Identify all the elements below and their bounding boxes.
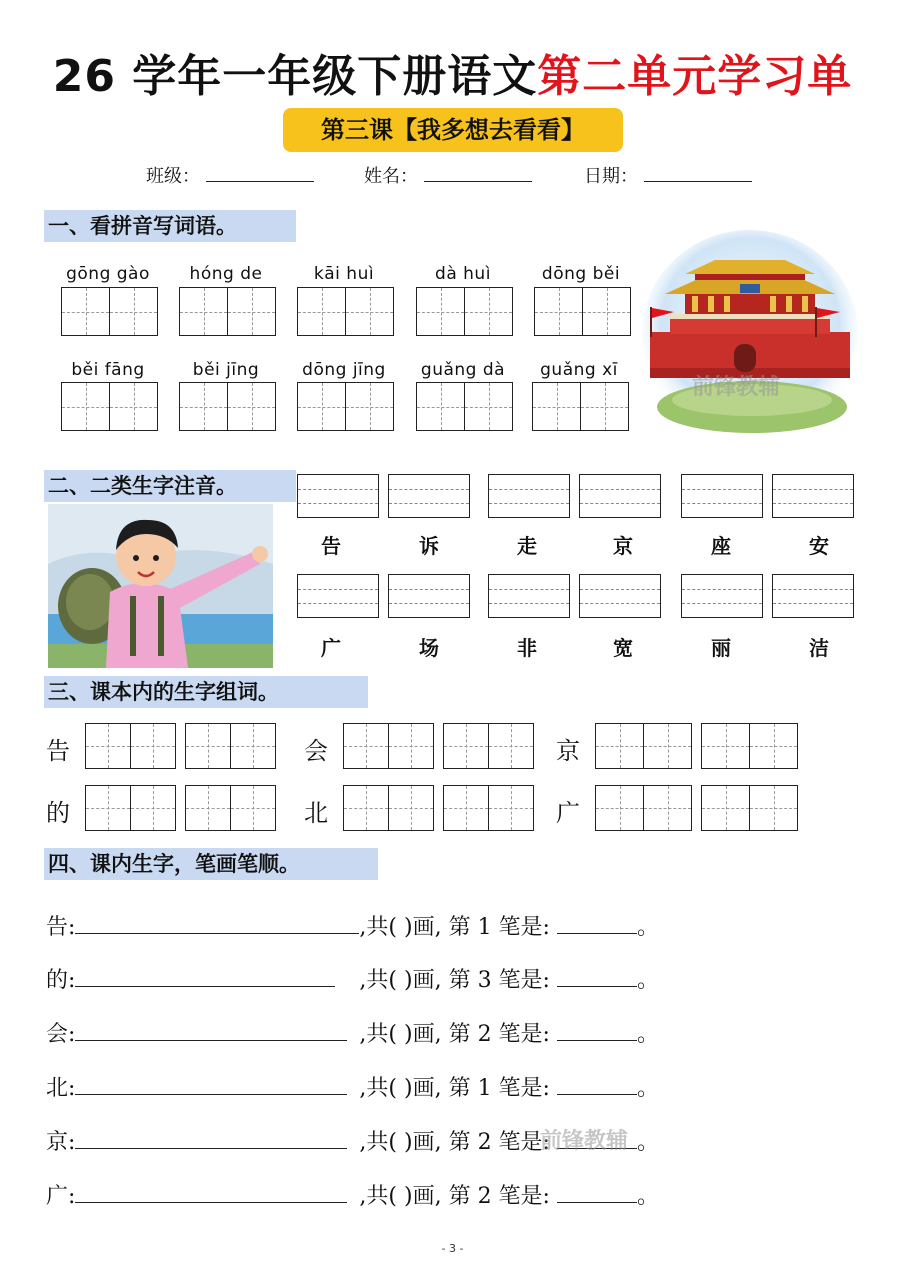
- character-label: 丽: [711, 636, 731, 660]
- tianzige-box[interactable]: [595, 723, 692, 769]
- pinyin-label: guǎng dà: [420, 360, 506, 380]
- stroke-order-blank[interactable]: [75, 1182, 347, 1203]
- stroke-count-text: ,共( )画,: [359, 1076, 442, 1101]
- class-field[interactable]: [146, 162, 314, 188]
- tianzige-box[interactable]: [297, 382, 394, 431]
- date-label: 日期：: [584, 166, 638, 187]
- pinyin-label: dà huì: [435, 264, 491, 284]
- stroke-char: 告:: [46, 915, 76, 940]
- stroke-answer-blank[interactable]: [557, 966, 637, 987]
- pinyin-label: gōng gào: [66, 264, 150, 284]
- pinyin-writing-box[interactable]: [297, 474, 379, 518]
- pinyin-label: kāi huì: [313, 264, 375, 284]
- stroke-nth-label: 第 2 笔是:: [448, 1130, 550, 1155]
- pinyin-writing-box[interactable]: [388, 574, 470, 618]
- tianzige-box[interactable]: [701, 723, 798, 769]
- pinyin-label: běi jīng: [192, 360, 260, 380]
- character-label: 走: [517, 534, 537, 558]
- character-label: 场: [419, 636, 439, 660]
- pinyin-writing-box[interactable]: [488, 474, 570, 518]
- pinyin-label: běi fāng: [71, 360, 145, 380]
- stroke-count-text: ,共( )画,: [359, 915, 442, 940]
- stroke-order-blank[interactable]: [75, 913, 359, 934]
- character-label: 洁: [809, 636, 829, 660]
- section-3-heading: 三、课本内的生字组词。: [44, 676, 368, 708]
- tianzige-box[interactable]: [61, 287, 158, 336]
- class-label: 班级：: [146, 166, 200, 187]
- tianzige-box[interactable]: [343, 785, 434, 831]
- period: 。: [636, 1076, 659, 1101]
- stroke-nth-label: 第 3 笔是:: [448, 968, 550, 993]
- word-char-label: 告: [46, 737, 70, 765]
- pinyin-writing-box[interactable]: [579, 574, 661, 618]
- character-label: 座: [711, 534, 731, 558]
- stroke-char: 广:: [46, 1184, 76, 1209]
- character-label: 告: [321, 534, 341, 558]
- tianzige-box[interactable]: [443, 785, 534, 831]
- tianzige-box[interactable]: [701, 785, 798, 831]
- word-char-label: 会: [304, 737, 328, 765]
- word-char-label: 京: [556, 737, 580, 765]
- tianzige-box[interactable]: [532, 382, 629, 431]
- watermark: 前锋教辅: [692, 375, 781, 400]
- stroke-order-blank[interactable]: [75, 1074, 347, 1095]
- stroke-row: [46, 910, 659, 941]
- word-char-label: 北: [304, 799, 328, 827]
- stroke-order-blank[interactable]: [75, 1128, 347, 1149]
- tianzige-box[interactable]: [443, 723, 534, 769]
- stroke-count-text: ,共( )画,: [359, 1022, 442, 1047]
- character-label: 安: [809, 534, 829, 558]
- stroke-answer-blank[interactable]: [557, 1182, 637, 1203]
- word-char-label: 广: [556, 799, 580, 827]
- stroke-answer-blank[interactable]: [557, 1074, 637, 1095]
- lesson-banner: 第三课【我多想去看看】: [283, 108, 623, 152]
- name-field[interactable]: [364, 162, 532, 188]
- pinyin-writing-box[interactable]: [681, 574, 763, 618]
- pinyin-label: hóng de: [189, 264, 263, 284]
- period: 。: [636, 1022, 659, 1047]
- title-part-2: 第二单元学习单: [537, 51, 853, 102]
- stroke-char: 会:: [46, 1022, 76, 1047]
- word-char-label: 的: [46, 799, 70, 827]
- stroke-order-blank[interactable]: [75, 966, 335, 987]
- pinyin-writing-box[interactable]: [772, 474, 854, 518]
- stroke-count-text: ,共( )画,: [359, 968, 442, 993]
- tianzige-box[interactable]: [185, 723, 276, 769]
- tianzige-box[interactable]: [534, 287, 631, 336]
- character-label: 广: [321, 636, 341, 660]
- stroke-nth-label: 第 1 笔是:: [448, 1076, 550, 1101]
- boy-illustration: [48, 504, 273, 668]
- pinyin-label: dōng jīng: [302, 360, 386, 380]
- period: 。: [636, 1130, 659, 1155]
- stroke-char: 北:: [46, 1076, 76, 1101]
- tianzige-box[interactable]: [179, 287, 276, 336]
- period: 。: [636, 915, 659, 940]
- class-blank[interactable]: [206, 163, 314, 182]
- tianzige-box[interactable]: [61, 382, 158, 431]
- tianzige-box[interactable]: [85, 723, 176, 769]
- section-1-heading: 一、看拼音写词语。: [44, 210, 296, 242]
- tianzige-box[interactable]: [179, 382, 276, 431]
- stroke-nth-label: 第 2 笔是:: [448, 1184, 550, 1209]
- stroke-row: [46, 1179, 659, 1210]
- stroke-answer-blank[interactable]: [557, 913, 637, 934]
- tiananmen-illustration: [640, 222, 860, 440]
- watermark: 前锋教辅: [540, 1129, 629, 1154]
- tianzige-box[interactable]: [416, 382, 513, 431]
- date-field[interactable]: [584, 162, 752, 188]
- section-4-heading: 四、课内生字，笔画笔顺。: [44, 848, 378, 880]
- pinyin-label: guǎng xī: [540, 360, 618, 380]
- pinyin-writing-box[interactable]: [388, 474, 470, 518]
- tianzige-box[interactable]: [185, 785, 276, 831]
- pinyin-writing-box[interactable]: [681, 474, 763, 518]
- pinyin-writing-box[interactable]: [488, 574, 570, 618]
- tianzige-box[interactable]: [595, 785, 692, 831]
- character-label: 京: [613, 534, 633, 558]
- stroke-char: 京:: [46, 1130, 76, 1155]
- tianzige-box[interactable]: [297, 287, 394, 336]
- pinyin-label: dōng běi: [541, 264, 621, 284]
- stroke-answer-blank[interactable]: [557, 1020, 637, 1041]
- character-label: 诉: [419, 534, 439, 558]
- period: 。: [636, 968, 659, 993]
- stroke-order-blank[interactable]: [75, 1020, 347, 1041]
- stroke-nth-label: 第 2 笔是:: [448, 1022, 550, 1047]
- stroke-row: [46, 963, 659, 994]
- pinyin-writing-box[interactable]: [579, 474, 661, 518]
- tianzige-box[interactable]: [85, 785, 176, 831]
- stroke-count-text: ,共( )画,: [359, 1184, 442, 1209]
- stroke-count-text: ,共( )画,: [359, 1130, 442, 1155]
- worksheet-title: [0, 40, 905, 104]
- character-label: 宽: [613, 636, 633, 660]
- name-label: 姓名：: [364, 166, 418, 187]
- stroke-nth-label: 第 1 笔是:: [448, 915, 550, 940]
- name-blank[interactable]: [424, 163, 532, 182]
- date-blank[interactable]: [644, 163, 752, 182]
- character-label: 非: [517, 636, 537, 660]
- page-number: - 3 -: [441, 1242, 464, 1255]
- pinyin-writing-box[interactable]: [297, 574, 379, 618]
- tianzige-box[interactable]: [343, 723, 434, 769]
- pinyin-writing-box[interactable]: [772, 574, 854, 618]
- tianzige-box[interactable]: [416, 287, 513, 336]
- stroke-row: [46, 1071, 659, 1102]
- stroke-char: 的:: [46, 968, 76, 993]
- period: 。: [636, 1184, 659, 1209]
- title-part-1: 26 学年一年级下册语文: [52, 51, 538, 102]
- section-2-heading: 二、二类生字注音。: [44, 470, 296, 502]
- stroke-row: [46, 1017, 659, 1048]
